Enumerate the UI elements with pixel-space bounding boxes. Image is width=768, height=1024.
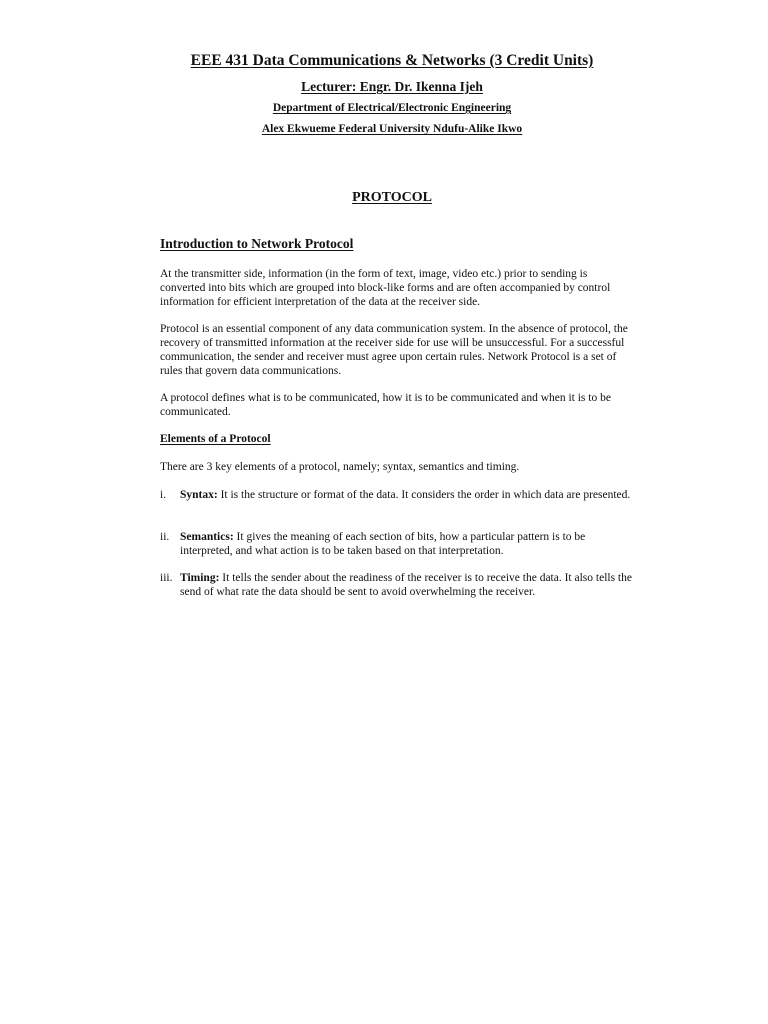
elements-section-heading: Elements of a Protocol bbox=[160, 433, 271, 445]
paragraph-key-elements: There are 3 key elements of a protocol, namely; syntax, semantics and timing. bbox=[160, 461, 520, 473]
course-title: EEE 431 Data Communications & Networks (3 Credit Units) bbox=[190, 52, 594, 69]
document-heading: PROTOCOL bbox=[352, 190, 432, 205]
paragraph-transmitter: At the transmitter side, information (in the form of text, image, video etc.) prior to sending is converted into bits which are grouped into block-like forms and are often accompanied by control information for efficient interpretation of the data at the receiver side. bbox=[160, 268, 611, 308]
list-number: iii. bbox=[160, 572, 173, 584]
list-item-semantics bbox=[160, 530, 632, 558]
description-syntax: It is the structure or format of the data. It considers the order in which data are presented. bbox=[217, 489, 631, 501]
list-item-timing bbox=[160, 571, 632, 599]
description-timing: It tells the sender about the readiness of the receiver is to receive the data. It also tells the send of what rate the data should be sent to avoid overwhelming the receiver. bbox=[180, 572, 632, 598]
intro-section-heading: Introduction to Network Protocol bbox=[160, 236, 354, 251]
term-timing: Timing: bbox=[180, 572, 220, 584]
description-semantics: It gives the meaning of each section of bits, how a particular pattern is to be interpreted, and what action is to be taken based on that interpretation. bbox=[180, 531, 586, 557]
lecturer-name: Lecturer: Engr. Dr. Ikenna Ijeh bbox=[301, 79, 483, 94]
list-number: i. bbox=[160, 489, 167, 501]
paragraph-protocol-essential: Protocol is an essential component of any data communication system. In the absence of protocol, the recovery of transmitted information at the receiver side for use will be unsuccessful. For a successful communication, the sender and receiver must agree upon certain rules. Network Protocol is a set of rules that govern data communications. bbox=[160, 323, 628, 377]
term-semantics: Semantics: bbox=[180, 531, 234, 543]
list-item-syntax bbox=[160, 488, 632, 502]
university-name: Alex Ekwueme Federal University Ndufu-Alike Ikwo bbox=[261, 123, 523, 135]
list-number: ii. bbox=[160, 531, 170, 543]
department-name: Department of Electrical/Electronic Engineering bbox=[272, 102, 512, 114]
term-syntax: Syntax: bbox=[180, 489, 218, 501]
paragraph-protocol-defines: A protocol defines what is to be communicated, how it is to be communicated and when it is to be communicated. bbox=[160, 392, 611, 418]
